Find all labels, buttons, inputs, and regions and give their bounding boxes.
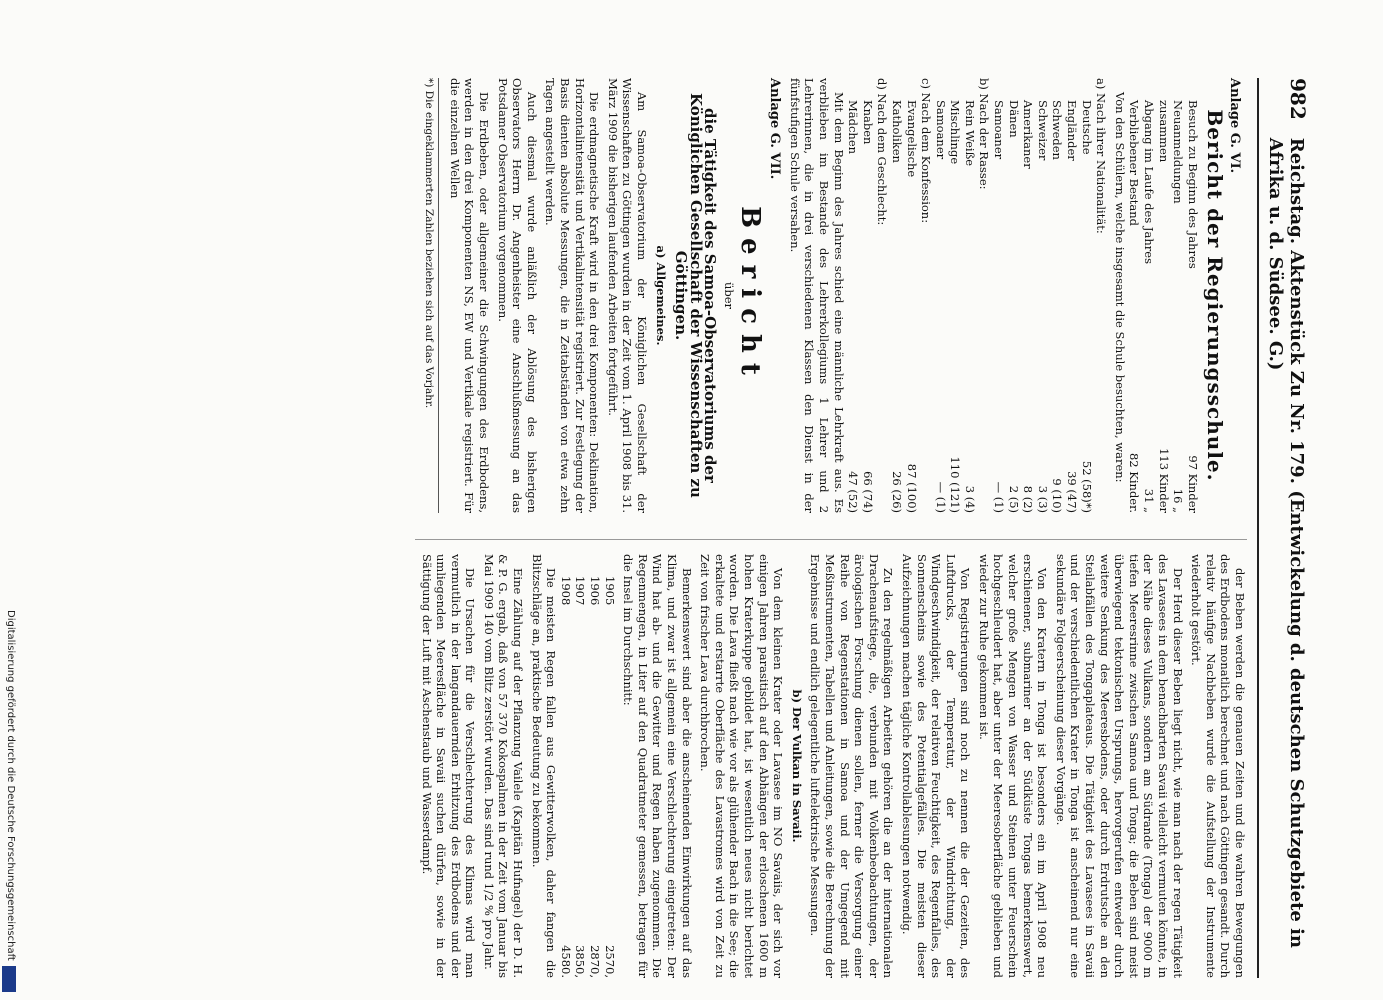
- table-row: Knaben 66 (74): [860, 100, 875, 514]
- paragraph: Die erdmagnetische Kraft wird in den drei Komponenten: Deklination, Horizontalintensität und Vertikalintensität registriert. Zur Festlegung der Basis dienten absolute Messungen, die in Zeitabständen von etwa zehn Tagen angestellt werden.: [543, 78, 602, 514]
- table-row: 1905 2570,: [602, 576, 617, 978]
- table-row: Besuch zu Beginn des Jahres 97 Kinder: [1185, 100, 1200, 514]
- credit-text: Digitalisierung gefördert durch die Deutsche Forschungsgemeinschaft: [5, 610, 16, 961]
- header-title: Reichstag. Aktenstück Zu Nr. 179. (Entwickelung d. deutschen Schutzgebiete in Afrika u. d. Südsee. G.): [1265, 137, 1307, 949]
- subhead: a) Nach ihrer Nationalität:: [1094, 78, 1109, 234]
- side-credit: [4, 610, 18, 990]
- paragraph: Auch diesmal wurde anläßlich der Ablösung des bisherigen Observators Herrn Dr. Angenheister eine Anschlußmessung an das Potsdamer Observatorium vorgenommen.: [495, 78, 539, 514]
- rain-table: [558, 554, 616, 978]
- report-subtitle: über: [722, 281, 736, 310]
- left-column: [415, 78, 1247, 513]
- table-row: Engländer 39 (47): [1065, 100, 1080, 514]
- running-header: [1257, 78, 1310, 978]
- paragraph: Der Herd dieser Beben liegt nicht, wie man nach der regen Tätigkeit des Lavasees in dem benachbarten Savaii vielleicht vermuten könnte, in der Nähe dieses Vulkans, sondern am Südrande (Tonga) der 9000 m tiefen Meeresrinne zwischen Samoa und Tonga; die Beben sind meist überwiegend tektonischen Ursprungs, hervorgerufen entweder durch weitere Senkung des Meeresbodens, oder durch Erdrutsche an den Steilabfällen des Tongaplateaus. Die Tätigkeit des Lavasees in Savaii und der verschiedentlichen Krater in Tonga ist anscheinend nur eine sekundäre Folgeerscheinung dieser Vorgänge.: [1053, 554, 1185, 978]
- rotated-page-content: [100, 78, 1310, 978]
- table-row: Amerikaner 8 (2): [1021, 100, 1036, 514]
- table-row: 1908 4580.: [558, 576, 573, 978]
- intake-table: [1127, 78, 1200, 513]
- paragraph: Von den Schülern, welche insgesamt die Schule besuchten, waren:: [1112, 92, 1127, 483]
- footnote: *) Die eingeklammerten Zahlen beziehen sich auf das Vorjahr.: [422, 78, 440, 513]
- table-row: Dänen 2 (5): [1006, 100, 1021, 514]
- subhead: d) Nach dem Geschlecht:: [875, 78, 890, 226]
- paragraph: Von Registrierungen sind noch zu nennen die der Gezeiten, des Luftdrucks, der Temperatur, der Windrichtung, der Windgeschwindigkeit, der relativen Feuchtigkeit, des Regenfalles, des Sonnenscheins sowie des Potentialgefälles. Die meisten dieser Aufzeichnungen machen tägliche Kontrollablesungen notwendig.: [899, 554, 973, 978]
- paragraph: Die meisten Regen fallen aus Gewitterwolken, daher fangen die Blitzschläge an, praktische Bedeutung zu bekommen.: [529, 554, 559, 978]
- table-row: Evangelische 87 (100): [904, 100, 919, 514]
- section-heading: a) Allgemeines.: [653, 245, 668, 346]
- table-row: Verbliebener Bestand 82 Kinder.: [1127, 100, 1142, 514]
- table-row: Samoaner — (1): [992, 100, 1007, 514]
- paragraph: Von den Kratern in Tonga ist besonders ein im April 1908 neu erschienener, submariner an der Südküste Tongas bemerkenswert, welcher große Mengen von Wasser und Steinen unter Feuerschein hochgeschleudert hat, aber unter der Meeresoberfläche geblieben und wieder zur Ruhe gekommen ist.: [976, 554, 1050, 978]
- table-row: Katholiken 26 (26): [889, 100, 904, 514]
- paragraph: Von dem kleinen Krater oder Lavasee im NO Savaiis, der sich vor einigen Jahren parasitisch auf den Abhängen der erloschenen 1600 m hohen Kraterkuppe gebildet hat, ist wesentlich neues nicht berichtet worden. Die Lava fließt nach wie vor als glühender Bach in die See; die erkaltete und erstarrte Oberfläche des Lavastromes wird von Zeit zu Zeit von frischer Lava durchbrochen.: [698, 554, 786, 978]
- table-row: 1906 2870,: [588, 576, 603, 978]
- table-row: Samoaner — (1): [933, 100, 948, 514]
- table-row: zusammen 113 Kinder: [1156, 100, 1171, 514]
- dfg-logo: [2, 966, 16, 992]
- paragraph: Mit dem Beginn des Jahres schied eine männliche Lehrkraft aus. Es verblieben im Bestande des Lehrerkollegiums 1 Lehrer und 2 Lehrerinnen, die in drei verschiedenen Klassen den Dienst in der fünfstufigen Schule versahen.: [787, 78, 846, 514]
- annex-heading: Anlage G. VI.: [1227, 78, 1242, 174]
- report-title: Bericht: [734, 206, 765, 385]
- paragraph: Die Erdbeben, oder allgemeiner die Schwingungen des Erdbodens, werden in den drei Komponenten NS, EW und Vertikale registriert. Für die einzelnen Wellen: [447, 78, 492, 514]
- table-row: 1907 3850,: [573, 576, 588, 978]
- table-row: Rein Weiße 3 (4): [962, 100, 977, 514]
- report-title-detail: die Tätigkeit des Samoa-Observatoriums der Königlichen Gesellschaft der Wissenschaften zu Göttingen.: [672, 93, 720, 498]
- paragraph: Am Samoa-Observatorium der Königlichen Gesellschaft der Wissenschaften zu Göttingen wurden in der Zeit vom 1. April 1908 bis 31. März 1909 die bisherigen laufenden Arbeiten fortgeführt.: [605, 78, 650, 514]
- table-row: Schweden 9 (10): [1050, 100, 1065, 514]
- table-row: Mischlinge 110 (121): [948, 100, 963, 514]
- subhead: b) Nach der Rasse:: [977, 78, 992, 190]
- report-title: Bericht der Regierungsschule.: [1203, 109, 1228, 482]
- table-row: Schweizer 3 (3): [1035, 100, 1050, 514]
- paragraph: der Beben werden die genauen Zeiten und die wahren Bewegungen des Erdbodens monatlich berechnet und nach Göttingen gesandt. Durch relativ häufige Nachbeben wurde die Aufstellung der Instrumente wiederholt gestört.: [1189, 554, 1247, 978]
- table-row: Abgang im Laufe des Jahres 31 „: [1142, 100, 1157, 514]
- paragraph: Die Ursachen für die Verschlechterung des Klimas wird man vermutlich in der langandauernden Erhitzung des Erdbodens und der umliegenden Meeresfläche in Savaii suchen dürfen, sowie in der Sättigung der Luft mit Aschenstaub und Wasserdampf.: [419, 554, 478, 978]
- table-row: Deutsche 52 (58)*): [1079, 100, 1094, 514]
- annex-heading: Anlage G. VII.: [767, 78, 783, 180]
- page-number: 982: [1286, 78, 1310, 120]
- section-heading: b) Der Vulkan in Savaii.: [789, 689, 804, 843]
- table-row: Mädchen 47 (52): [846, 100, 861, 514]
- right-column: [415, 539, 1247, 978]
- paragraph: Zu den regelmäßigen Arbeiten gehören die an der internationalen Drachenaufstiege, die, verbunden mit Wolkenbeobachtungen, der ärologischen Forschung dienen sollen, ferner die Versorgung einer Reihe von Regenstationen in Samoa und der Umgegend mit Meßinstrumenten, Tabellen und Anleitungen, sowie die Berechnung der Ergebnisse und endlich gelegentliche luftelektrische Messungen.: [808, 554, 896, 978]
- paragraph: Eine Zählung auf der Pflanzung Vailele (Kapitän Hufnagel) der D. H. & P. G. ergab, daß von 57 370 Kokospalmen in der Zeit vom Januar bis Mai 1909 140 vom Blitz zerstört wurden. Das sind rund 1/2 % pro Jahr.: [481, 554, 526, 978]
- table-row: Neuanmeldungen 16 „: [1171, 100, 1186, 514]
- paragraph: Bemerkenswert sind aber die anscheinenden Einwirkungen auf das Klima, und zwar ist allgemein eine Verschlechterung eingetreten: Der Wind hat ab- und die Gewitter und Regen haben zugenommen. Die Regenmengen, in Liter auf den Quadratmeter gemessen, betragen für die Insel im Durchschnitt:: [621, 554, 694, 978]
- subhead: c) Nach dem Konfession:: [919, 78, 934, 224]
